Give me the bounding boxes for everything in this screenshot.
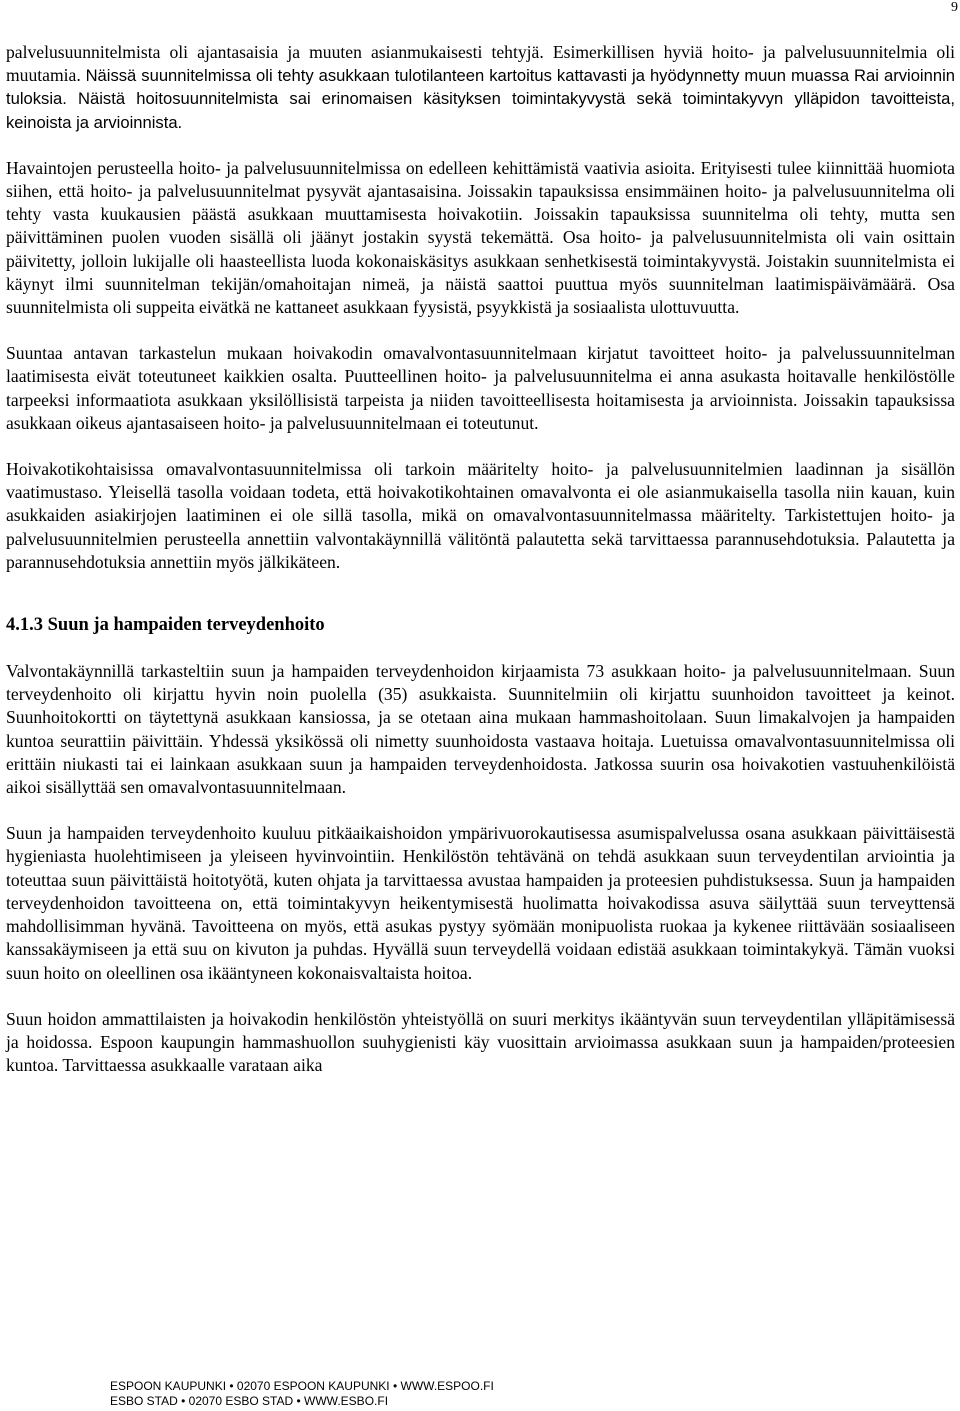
paragraph-1-serif-text: palvelusuunnitelmista oli ajantasaisia ja muuten asianmukaisesti tehtyjä. Esimerkillisen hyviä hoito- ja palvelusuunnitelmia oli muutamia. (6, 42, 955, 86)
paragraph-3: Suuntaa antavan tarkastelun mukaan hoivakodin omavalvontasuunnitelmaan kirjatut tavoitteet hoito- ja palvelussuunnitelman laatimisesta eivät toteutuneet kaikkien osalta. Puutteellinen hoito- ja palvelusuunnitelma ei anna asukasta hoitavalle henkilöstölle tarpeeksi informaatiota asukkaan yksilöllisistä tarpeista ja niiden tavoitteellisesta hoitamisesta ja arvioinnista. Joissakin tapauksissa asukkaan oikeus ajantasaiseen hoito- ja palvelusuunnitelmaan ei toteutunut. (6, 343, 955, 433)
footer-line-esbo: ESBO STAD • 02070 ESBO STAD • WWW.ESBO.FI (110, 1394, 389, 1408)
paragraph-1-sans-text: Näissä suunnitelmissa oli tehty asukkaan tulotilanteen kartoitus kattavasti ja hyödynnetty muun muassa Rai arvioinnin tuloksia. Näistä hoitosuunnitelmista sai erinomaisen käsityksen toimintakyvystä sekä toimintakyvyn ylläpidon tavoitteista, keinoista ja arvioinnista. (6, 66, 955, 132)
document-body (6, 41, 955, 1077)
paragraph-4: Hoivakotikohtaisissa omavalvontasuunnitelmissa oli tarkoin määritelty hoito- ja palvelusuunnitelmien laadinnan ja sisällön vaatimustaso. Yleisellä tasolla voidaan todeta, että hoivakotikohtainen omavalvonta ei ole asianmukaisella tasolla niin kauan, kuin asukkaiden asiakirjojen laatiminen ei ole sillä tasolla, mikä on omavalvontasuunnitelmassa määritelty. Tarkistettujen hoito- ja palvelusuunnitelmien perusteella annettiin valvontakäynnillä välitöntä palautetta sekä tarvittaessa parannusehdotuksia. Palautetta ja parannusehdotuksia annettiin myös jälkikäteen. (6, 459, 955, 572)
paragraph-2: Havaintojen perusteella hoito- ja palvelusuunnitelmissa on edelleen kehittämistä vaativia asioita. Erityisesti tulee kiinnittää huomiota siihen, että hoito- ja palvelusuunnitelmat pysyvät ajantasaisina. Joissakin tapauksissa ensimmäinen hoito- ja palvelusuunnitelma oli tehty vasta kuukausien päästä asukkaan muuttamisesta hoivakotiin. Joissakin tapauksissa suunnitelma oli tehty, mutta sen päivittäminen puolen vuoden sisällä oli jäänyt jostakin syystä tekemättä. Osa hoito- ja palvelusuunnitelmista oli vain osittain päivitetty, jolloin lukijalle oli haasteellista luoda kokonaiskäsitys asukkaan senhetkisestä toimintakyvystä. Joistakin suunnitelmista ei käynyt ilmi suunnitelman tekijän/omahoitajan nimeä, ja näistä saattoi puuttua myös suunnitelman laatimispäivämäärä. Osa suunnitelmista oli suppeita eivätkä ne kattaneet asukkaan fyysistä, psyykkistä ja sosiaalista ulottuvuutta. (6, 157, 955, 318)
page-number: 9 (951, 0, 958, 15)
paragraph-1 (6, 41, 955, 134)
page-footer (110, 1379, 494, 1409)
paragraph-5: Valvontakäynnillä tarkasteltiin suun ja hampaiden terveydenhoidon kirjaamista 73 asukkaan hoito- ja palvelusuunnitelmaan. Suun terveydenhoito oli kirjattu hyvin noin puolella (35) asukkaista. Suunnitelmiin oli kirjattu suunhoidon tavoitteet ja keinot. Suunhoitokortti on täytettynä asukkaan kansiossa, ja se otetaan aina mukaan hammashoitolaan. Suun limakalvojen ja hampaiden kuntoa seurattiin päivittäin. Yhdessä yksikössä oli nimetty suunhoidosta vastaava hoitaja. Luetuissa omavalvontasuunnitelmissa oli erittäin niukasti tai ei lainkaan asukkaan suun ja hampaiden terveydenhoidosta. Jatkossa suurin osa hoivakotien vastuuhenkilöistä aikoi sisällyttää sen omavalvontasuunnitelmaan. (6, 661, 955, 798)
footer-line-espoo: ESPOON KAUPUNKI • 02070 ESPOON KAUPUNKI • WWW.ESPOO.FI (110, 1379, 494, 1393)
section-heading: 4.1.3 Suun ja hampaiden terveydenhoito (6, 615, 325, 636)
paragraph-6: Suun ja hampaiden terveydenhoito kuuluu pitkäaikaishoidon ympärivuorokautisessa asumispalvelussa osana asukkaan päivittäisestä hygieniasta huolehtimiseen ja yleiseen hyvinvointiin. Henkilöstön tehtävänä on tehdä asukkaan suun terveydentilan arviointia ja toteuttaa suun päivittäistä hoitotyötä, kuten ohjata ja tarvittaessa avustaa hampaiden ja proteesien puhdistuksessa. Suun ja hampaiden terveydenhoidon tavoitteena on, että toimintakyvyn heikentymisestä huolimatta hoivakodissa asuva säilyttää suun terveyttensä mahdollisimman hyvänä. Tavoitteena on myös, että asukas pystyy syömään monipuolista ruokaa ja kykenee riittävään sosiaaliseen kanssakäymiseen ja että suu on kivuton ja puhdas. Hyvällä suun terveydellä voidaan edistää asukkaan toimintakykyä. Tämän vuoksi suun hoito on oleellinen osa ikääntyneen kokonaisvaltaista hoitoa. (6, 823, 955, 983)
paragraph-7: Suun hoidon ammattilaisten ja hoivakodin henkilöstön yhteistyöllä on suuri merkitys ikääntyvän suun terveydentilan ylläpitämisessä ja hoidossa. Espoon kaupungin hammashuollon suuhygienisti käy vuosittain arvioimassa asukkaan suun ja hampaiden/proteesien kuntoa. Tarvittaessa asukkaalle varataan aika (6, 1008, 955, 1076)
